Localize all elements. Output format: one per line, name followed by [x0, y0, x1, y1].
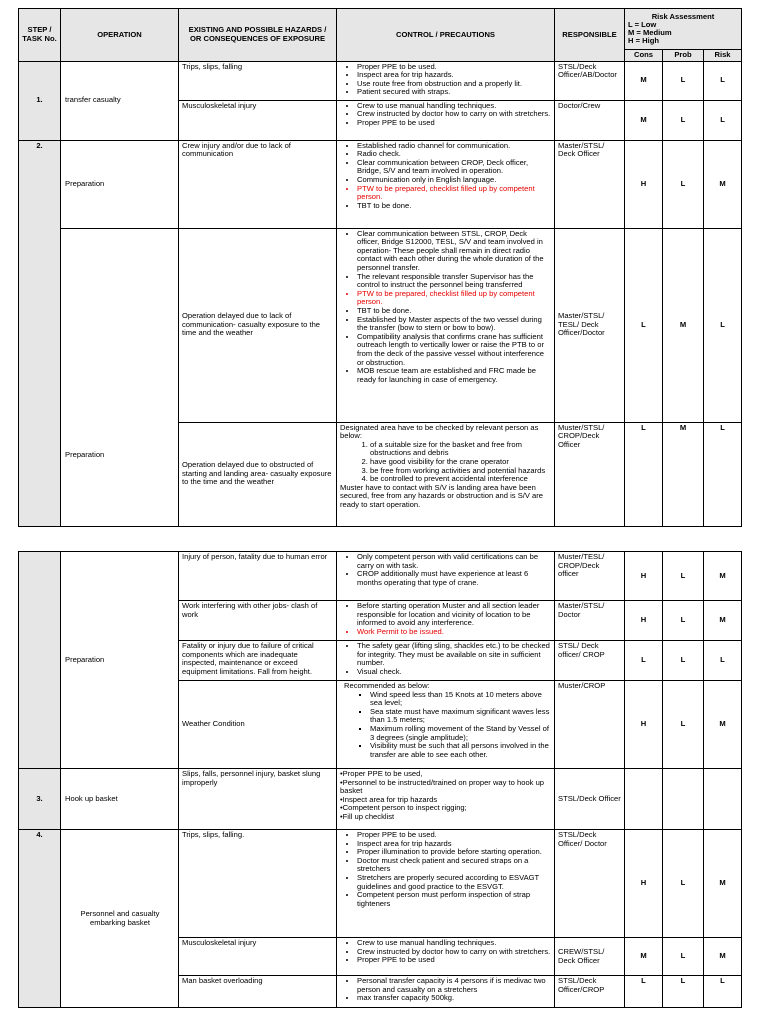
step-number: 4. [19, 830, 61, 1008]
risk-cell: M [704, 140, 742, 228]
header-risk: Risk [704, 50, 742, 62]
control-item: • Crew instructed by doctor how to carry on with stretchers. [357, 110, 551, 119]
header-responsible: RESPONSIBLE [555, 9, 625, 62]
prob-cell [663, 769, 704, 830]
operation-name: Hook up basket [61, 769, 179, 830]
responsible-cell: Master/STSL/ Doctor [555, 601, 625, 641]
control-item: •Proper PPE to be used, [340, 769, 423, 778]
control-item: ▪ Sea state must have maximum significant waves less than 1.5 meters; [370, 708, 551, 725]
hazard-cell: Trips, slips, falling [179, 61, 337, 100]
cons-cell: H [625, 830, 663, 938]
cons-cell: L [625, 976, 663, 1008]
responsible-cell: Master/STSL/ TESL/ Deck Officer/Doctor [555, 228, 625, 422]
control-cell [337, 641, 555, 681]
control-item: ▪ Maximum rolling movement of the Stand by Vessel of 3 degrees (single amplitude); [370, 725, 551, 742]
header-step: STEP / TASK No. [19, 9, 61, 62]
responsible-cell: STSL/Deck Officer/ Doctor [555, 830, 625, 938]
header-prob: Prob [663, 50, 704, 62]
control-item: • Competent person must perform inspection of strap tighteners [357, 891, 551, 908]
hazard-cell: Operation delayed due to obstructed of starting and landing area- casualty exposure to the time and the weather [179, 422, 337, 526]
control-item: ▪ Visibility must be such that all persons involved in the transfer are able to see each other. [370, 742, 551, 759]
control-item: • The safety gear (lifting sling, shackles etc.) to be checked for integrity. They must be available on site in sufficient number. [357, 642, 551, 668]
cons-cell: M [625, 61, 663, 100]
operation-name: Preparation [61, 140, 179, 228]
control-item: • Stretchers are properly secured according to ESVAGT guidelines and good practice to the ESVGT. [357, 874, 551, 891]
prob-cell: L [663, 100, 704, 140]
responsible-cell: CREW/STSL/ Deck Officer [555, 938, 625, 976]
hazard-cell: Slips, falls, personnel injury, basket slung improperly [179, 769, 337, 830]
prob-cell: L [663, 601, 704, 641]
risk-table-1 [18, 8, 742, 527]
control-cell [337, 830, 555, 938]
control-item: •Fill up checklist [340, 811, 395, 821]
header-cons: Cons [625, 50, 663, 62]
step-number: 3. [19, 769, 61, 830]
prob-cell: L [663, 938, 704, 976]
prob-cell: L [663, 681, 704, 769]
prob-cell: L [663, 552, 704, 601]
cons-cell: M [625, 938, 663, 976]
responsible-cell: STSL/Deck Officer/CROP [555, 976, 625, 1008]
prob-cell: L [663, 976, 704, 1008]
risk-table-2 [18, 551, 742, 1008]
step-number: 1. [19, 61, 61, 140]
step-number: 2. [19, 140, 61, 526]
risk-cell: L [704, 641, 742, 681]
cons-cell: H [625, 601, 663, 641]
risk-cell: L [704, 100, 742, 140]
header-operation: OPERATION [61, 9, 179, 62]
control-item: • Proper PPE to be used [357, 119, 551, 128]
risk-cell: M [704, 681, 742, 769]
control-intro: Designated area have to be checked by relevant person as below: [340, 422, 539, 441]
control-item-work-permit: • Work Permit to be issued. [357, 628, 551, 637]
prob-cell: L [663, 140, 704, 228]
hazard-cell: Fatality or injury due to failure of critical components which are inadequate inspected, maintenance or exceed equipment limitations. Fall from height. [179, 641, 337, 681]
control-item: • max transfer capacity 500kg. [357, 994, 551, 1003]
operation-name: transfer casualty [61, 61, 179, 140]
control-item: • Clear communication between CROP, Deck officer, Bridge, S/V and team involved in operation. [357, 159, 551, 176]
responsible-cell: STSL/Deck Officer/AB/Doctor [555, 61, 625, 100]
header-risk-assessment [625, 9, 742, 50]
control-cell [337, 422, 555, 526]
cons-cell: L [625, 228, 663, 422]
control-item-ptw: • PTW to be prepared, checklist filled up by competent person. [357, 185, 551, 202]
control-item: • Only competent person with valid certifications can be carry on with task. [357, 553, 551, 570]
control-item: • Compatibility analysis that confirms crane has sufficient outreach length to vertically lower or raise the PTB to or from the deck of the passive vessel without interference or obstruction. [357, 333, 551, 367]
responsible-cell: Master/STSL/ Deck Officer [555, 140, 625, 228]
responsible-cell: Muster/CROP [555, 681, 625, 769]
prob-cell: M [663, 422, 704, 526]
responsible-cell: Muster/TESL/ CROP/Deck officer [555, 552, 625, 601]
control-item: • Personal transfer capacity is 4 persons if is medivac two person and casualty on a stretchers [357, 977, 551, 994]
control-item: • Established by Master aspects of the two vessel during the transfer (bow to stern or bow to bow). [357, 316, 551, 333]
hazard-cell: Operation delayed due to lack of communication- casualty exposure to the time and the weather [179, 228, 337, 422]
risk-cell: M [704, 830, 742, 938]
control-item: • Clear communication between STSL, CROP, Deck officer, Bridge S12000, TESL, S/V and team involved in operation- These people shall remain in direct radio contact with each other during the whole duration of the personnel transfer. [357, 230, 551, 273]
control-item: • Crew to use manual handling techniques. [357, 939, 551, 948]
operation-name: Preparation [61, 552, 179, 769]
control-cell [337, 228, 555, 422]
operation-name: Preparation [61, 228, 179, 526]
responsible-cell: STSL/ Deck officer/ CROP [555, 641, 625, 681]
control-item: • MOB rescue team are established and FRC made be ready for launching in case of emergency. [357, 367, 551, 384]
control-cell [337, 140, 555, 228]
control-item: • TBT to be done. [357, 307, 551, 316]
control-item: • Before starting operation Muster and all section leader responsible for location and vicinity of location to be informed to avoid any interference. [357, 602, 551, 628]
hazard-cell: Trips, slips, falling. [179, 830, 337, 938]
risk-legend-medium: M = Medium [628, 28, 672, 37]
control-cell [337, 976, 555, 1008]
control-item: • Proper PPE to be used. [357, 63, 551, 72]
control-outro: Muster have to contact with S/V is landing area have been secured, free from any hazards or obstruction and is S/V are ready to start operation. [340, 482, 544, 509]
risk-cell: L [704, 976, 742, 1008]
control-item: 3. be free from working activities and potential hazards [370, 467, 551, 476]
prob-cell: L [663, 61, 704, 100]
control-item: • TBT to be done. [357, 202, 551, 211]
hazard-cell: Musculoskeletal injury [179, 100, 337, 140]
risk-title: Risk Assessment [651, 12, 715, 21]
control-item: • Communication only in English language. [357, 176, 551, 185]
control-cell [337, 601, 555, 641]
risk-cell: M [704, 552, 742, 601]
control-cell [337, 100, 555, 140]
header-hazards: EXISTING AND POSSIBLE HAZARDS / OR CONSEQUENCES OF EXPOSURE [179, 9, 337, 62]
risk-cell [704, 769, 742, 830]
prob-cell: L [663, 641, 704, 681]
cons-cell: M [625, 100, 663, 140]
hazard-cell: Musculoskeletal injury [179, 938, 337, 976]
risk-legend-high: H = High [628, 36, 660, 45]
control-item: •Competent person to inspect rigging; [340, 803, 467, 813]
control-item: • Visual check. [357, 668, 551, 677]
control-item-ptw: • PTW to be prepared, checklist filled up by competent person. [357, 290, 551, 307]
control-item: •Personnel to be instructed/trained on proper way to hook up basket [340, 777, 545, 796]
risk-cell: L [704, 61, 742, 100]
control-item: • CROP additionally must have experience at least 6 months operating that type of crane. [357, 570, 551, 587]
hazard-cell: Man basket overloading [179, 976, 337, 1008]
prob-cell: M [663, 228, 704, 422]
control-item: •Inspect area for trip hazards [340, 794, 438, 804]
control-item: • Use route free from obstruction and a properly lit. [357, 80, 551, 89]
control-item: ▪ Wind speed less than 15 Knots at 10 meters above sea level; [370, 691, 551, 708]
hazard-cell: Work interfering with other jobs- clash of work [179, 601, 337, 641]
control-item: 1. of a suitable size for the basket and free from obstructions and debris [370, 441, 551, 458]
control-item: • Radio check. [357, 150, 551, 159]
risk-cell: L [704, 228, 742, 422]
control-cell [337, 681, 555, 769]
risk-cell: L [704, 422, 742, 526]
control-item: 4. be controlled to prevent accidental interference [370, 475, 551, 484]
responsible-cell: Doctor/Crew [555, 100, 625, 140]
cons-cell: H [625, 681, 663, 769]
cons-cell: H [625, 140, 663, 228]
control-cell [337, 61, 555, 100]
control-item: • Crew to use manual handling techniques. [357, 102, 551, 111]
hazard-cell: Weather Condition [179, 681, 337, 769]
control-cell [337, 769, 555, 830]
control-item: 2. have good visibility for the crane operator [370, 458, 551, 467]
control-cell [337, 938, 555, 976]
risk-legend-low: L = Low [628, 20, 657, 29]
prob-cell: L [663, 830, 704, 938]
control-item: • Doctor must check patient and secured straps on a stretchers [357, 857, 551, 874]
cons-cell: L [625, 422, 663, 526]
cons-cell: H [625, 552, 663, 601]
cons-cell [625, 769, 663, 830]
control-item: • Proper PPE to be used. [357, 831, 551, 840]
risk-cell: M [704, 938, 742, 976]
control-intro: Recommended as below: [344, 681, 430, 690]
control-item: • Proper illumination to provide before starting operation. [357, 848, 551, 857]
risk-cell: M [704, 601, 742, 641]
control-item: • Patient secured with straps. [357, 88, 551, 97]
control-item: • Crew instructed by doctor how to carry on with stretchers. [357, 948, 551, 957]
control-item: • The relevant responsible transfer Supervisor has the control to instruct the personnel being transferred [357, 273, 551, 290]
control-item: • Proper PPE to be used [357, 956, 551, 965]
control-item: • Inspect area for trip hazards [357, 840, 551, 849]
responsible-cell: STSL/Deck Officer [555, 769, 625, 830]
operation-name: Personnel and casualty embarking basket [61, 830, 179, 1008]
hazard-cell: Injury of person, fatality due to human error [179, 552, 337, 601]
control-item: • Inspect area for trip hazards. [357, 71, 551, 80]
control-cell [337, 552, 555, 601]
cons-cell: L [625, 641, 663, 681]
control-item: • Established radio channel for communication. [357, 142, 551, 151]
responsible-cell: Muster/STSL/ CROP/Deck Officer [555, 422, 625, 526]
hazard-cell: Crew injury and/or due to lack of communication [179, 140, 337, 228]
step-number [19, 552, 61, 769]
header-control: CONTROL / PRECAUTIONS [337, 9, 555, 62]
